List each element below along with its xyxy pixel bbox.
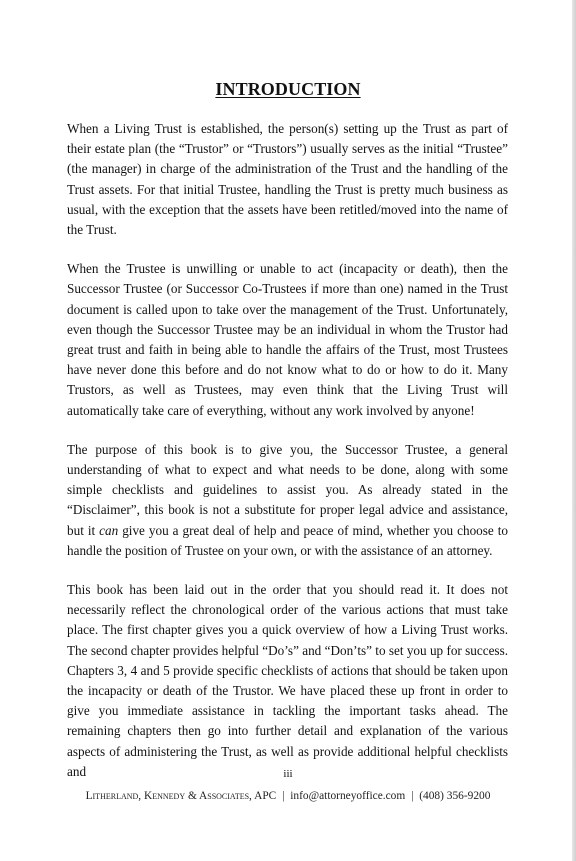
paragraph-4: This book has been laid out in the order that you should read it. It does not necessarily reflect the chronological order of the various actions that must take place. The first chapter gives you a quick overview of how a Living Trust works. The second chapter provides helpful “Do’s” and “Don’ts” to set you up for success. Chapters 3, 4 and 5 provide specific checklists of actions that should be taken upon the incapacity or death of the Trustor. We have placed these up front in order to give you immediate assistance in tackling the important tasks ahead. The remaining chapters then go into further detail and explanation of the various aspects of administering the Trust, as well as provide additional helpful checklists and bbox=[67, 582, 508, 779]
footer-separator: | bbox=[411, 790, 414, 802]
paragraph-2: When the Trustee is unwilling or unable to act (incapacity or death), then the Successor Trustee (or Successor Co-Trustees if more than one) named in the Trust document is called upon to take over the management of the Trust. Unfortunately, even though the Successor Trustee may be an individual in whom the Trustor had great trust and faith in being able to handle the affairs of the Trust, most Trustees have never done this before and do not know what to do or how to do it. Many Trustors, as well as Trustees, may even think that the Living Trust will automatically take care of everything, without any work involved by anyone! bbox=[67, 261, 508, 418]
footer-separator: | bbox=[282, 790, 285, 802]
paragraph-3-text-end: give you a great deal of help and peace of mind, whether you choose to handle the position of Trustee on your own, or with the assistance of an attorney. bbox=[67, 522, 509, 558]
page-edge-shadow bbox=[572, 0, 576, 861]
paragraph-3-text-start: The purpose of this book is to give you, the Successor Trustee, a general understanding of what to expect and what needs to be done, along with some simple checklists and guidelines to assist you. As already stated in the “Disclaimer”, this book is not a substitute for proper legal advice and assistance, but it bbox=[67, 441, 508, 538]
page-footer bbox=[0, 790, 576, 802]
page-number: iii bbox=[283, 768, 293, 780]
paragraph-3-emphasis: can bbox=[99, 522, 119, 538]
chapter-title: INTRODUCTION bbox=[215, 79, 361, 99]
paragraph-1: When a Living Trust is established, the person(s) setting up the Trust as part of their estate plan (the “Trustor” or “Trustors”) usually serves as the initial “Trustee” (the manager) in charge of the administration of the Trust and the handling of the Trust assets. For that initial Trustee, handling the Trust is pretty much business as usual, with the exception that the assets have been retitled/moved into the name of the Trust. bbox=[67, 121, 508, 238]
footer-firm-name: Litherland, Kennedy & Associates, APC bbox=[85, 790, 277, 802]
paragraph-3 bbox=[67, 440, 508, 561]
footer-email: info@attorneyoffice.com bbox=[290, 790, 406, 802]
footer-phone: (408) 356-9200 bbox=[419, 790, 491, 802]
body-text bbox=[67, 119, 508, 782]
